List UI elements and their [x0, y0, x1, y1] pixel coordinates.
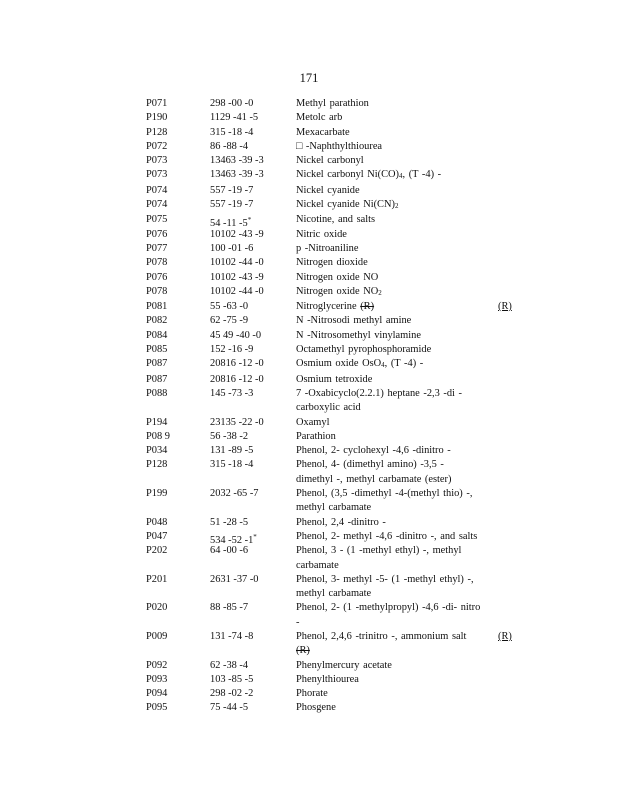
hazard-code: P072 — [146, 140, 168, 152]
cas-number: 13463 -39 -3 — [210, 169, 264, 181]
hazard-code: P128 — [146, 459, 168, 471]
chemical-name: Octamethyl pyrophosphoramide — [296, 344, 432, 356]
cas-number: 75 -44 -5 — [210, 702, 249, 714]
hazard-code: P202 — [146, 545, 168, 557]
cas-number: 62 -75 -9 — [210, 315, 249, 327]
chemical-name: Nitrogen oxide $NO_2$ — [296, 285, 382, 297]
struck-flag: (R) — [360, 301, 375, 313]
cas-number: 298 -02 -2 — [210, 688, 254, 700]
hazard-code: P074 — [146, 199, 168, 211]
hazard-code: P092 — [146, 659, 168, 671]
chemical-name: Methyl parathion — [296, 98, 369, 109]
chemical-name: Osmium tetroxide — [296, 373, 373, 385]
hazard-code: P095 — [146, 702, 168, 714]
hazard-code: P201 — [146, 573, 168, 585]
list-item — [146, 97, 526, 111]
cas-number: 1129 -41 -5 — [210, 112, 259, 124]
list-item — [146, 111, 526, 125]
list-item — [146, 213, 526, 230]
cas-number: 2032 -65 -7 — [210, 488, 259, 500]
list-item — [146, 487, 526, 516]
struck-flag: (R) — [296, 645, 310, 657]
cas-number: 315 -18 -4 — [210, 126, 254, 138]
cas-number: 54 -11 -5* — [210, 216, 252, 230]
cas-number: 88 -85 -7 — [210, 602, 249, 614]
list-item — [146, 198, 526, 213]
list-item — [146, 329, 526, 343]
cas-number: 45 49 -40 -0 — [210, 329, 262, 341]
list-item — [146, 228, 526, 242]
hazard-code: P073 — [146, 155, 168, 167]
cas-number: 62 -38 -4 — [210, 659, 249, 671]
cas-number: 13463 -39 -3 — [210, 155, 264, 167]
chemical-name: Nicotine, and salts — [296, 214, 376, 226]
chemical-name: □ -Naphthylthiourea — [296, 140, 383, 152]
chemical-name: N -Nitrosomethyl vinylamine — [296, 329, 421, 341]
chemical-name: Nitrogen dioxide — [296, 257, 368, 269]
chemical-name: Phenol, 3- methyl -5- (1 -methyl ethyl) -, methyl carbamate — [296, 573, 474, 600]
cas-number: 315 -18 -4 — [210, 459, 254, 471]
list-item — [146, 300, 526, 314]
list-item — [146, 184, 526, 198]
cas-number: 557 -19 -7 — [210, 184, 254, 196]
hazard-code: P047 — [146, 530, 168, 542]
cas-number: 100 -01 -6 — [210, 242, 254, 254]
cas-number: 10102 -43 -9 — [210, 271, 264, 283]
cas-number: 152 -16 -9 — [210, 344, 254, 356]
hazard-code: P085 — [146, 344, 168, 356]
cas-number: 557 -19 -7 — [210, 199, 254, 211]
chemical-name: Mexacarbate — [296, 126, 350, 138]
list-item — [146, 343, 526, 357]
hazard-code: P093 — [146, 673, 168, 685]
chemical-name: Nickel cyanide — [296, 184, 360, 196]
list-item — [146, 242, 526, 256]
chemical-name: Phenol, 2- methyl -4,6 -dinitro -, and salts — [296, 530, 478, 542]
chemical-name: Parathion — [296, 430, 336, 442]
chemical-name: Phenol, 2,4 -dinitro - — [296, 516, 386, 528]
cas-number: 64 -00 -6 — [210, 545, 249, 557]
hazard-code: P128 — [146, 126, 168, 138]
chemical-name: Phenol, 2,4,6 -trinitro -, ammonium salt (R) — [296, 630, 467, 657]
hazard-code: P087 — [146, 358, 168, 370]
cas-number: 131 -74 -8 — [210, 630, 254, 642]
chemical-name: 7 -Oxabicyclo(2.2.1) heptane -2,3 -di - carboxylic acid — [296, 387, 462, 414]
cas-number: 55 -63 -0 — [210, 301, 249, 313]
cas-number: 20816 -12 -0 — [210, 373, 264, 385]
chemical-name: N -Nitrosodi methyl amine — [296, 315, 412, 327]
list-item — [146, 544, 526, 573]
list-item — [146, 458, 526, 487]
hazard-code: P071 — [146, 98, 168, 109]
list-item — [146, 530, 526, 544]
list-item — [146, 701, 526, 715]
list-item — [146, 687, 526, 701]
list-item — [146, 373, 526, 387]
footnote-marker: * — [247, 216, 252, 225]
cas-number: 145 -73 -3 — [210, 387, 254, 399]
hazard-code: P075 — [146, 214, 168, 226]
chemical-name: Oxamyl — [296, 416, 330, 428]
cas-number: 10102 -43 -9 — [210, 228, 264, 240]
chemical-name: Metolc arb — [296, 112, 343, 124]
hazard-code: P088 — [146, 387, 168, 399]
hazard-code: P082 — [146, 315, 168, 327]
reactivity-flag: (R) — [498, 301, 512, 313]
list-item — [146, 573, 526, 602]
cas-number: 51 -28 -5 — [210, 516, 249, 528]
hazard-code: P076 — [146, 271, 168, 283]
footnote-marker: * — [253, 532, 257, 541]
reactivity-flag: (R) — [498, 630, 512, 642]
list-item — [146, 271, 526, 285]
cas-number: 23135 -22 -0 — [210, 416, 264, 428]
hazard-code: P020 — [146, 602, 168, 614]
chemical-name: Nickel cyanide $Ni(CN)_2$ — [296, 199, 399, 211]
list-item — [146, 314, 526, 328]
chemical-name: Phenol, 2- (1 -methylpropyl) -4,6 -di- nitro - — [296, 602, 481, 628]
page-number: 171 — [299, 71, 319, 85]
chemical-name: Phosgene — [296, 702, 336, 714]
chemical-name: Phenylthiourea — [296, 673, 359, 685]
list-item — [146, 168, 526, 183]
cas-number: 131 -89 -5 — [210, 445, 254, 457]
list-item — [146, 256, 526, 270]
chemical-name: Nickel carbonyl — [296, 155, 364, 167]
chemical-name: Phorate — [296, 688, 328, 700]
chemical-name: Phenol, 4- (dimethyl amino) -3,5 - dimethyl -, methyl carbamate (ester) — [296, 459, 452, 485]
list-item — [146, 673, 526, 687]
hazard-code: P074 — [146, 184, 168, 196]
hazard-code: P087 — [146, 373, 168, 385]
list-item — [146, 601, 526, 630]
hazard-code: P078 — [146, 257, 168, 269]
chemical-name: Osmium oxide OsO$_4$, (T -4) - — [296, 358, 424, 370]
list-item — [146, 444, 526, 458]
list-item — [146, 416, 526, 430]
chemical-name: Nitrogen oxide NO — [296, 271, 379, 283]
hazard-code: P08 9 — [146, 430, 170, 442]
chemical-name: Nitric oxide — [296, 228, 347, 240]
hazard-code: P084 — [146, 329, 168, 341]
list-item — [146, 387, 526, 416]
hazard-code: P048 — [146, 516, 168, 528]
chemical-name: Phenol, (3,5 -dimethyl -4-(methyl thio) -, methyl carbamate — [296, 488, 473, 514]
cas-number: 298 -00 -0 — [210, 98, 254, 109]
hazard-code: P034 — [146, 445, 168, 457]
chemical-list — [146, 97, 526, 716]
cas-number: 20816 -12 -0 — [210, 358, 264, 370]
hazard-code: P194 — [146, 416, 168, 428]
chemical-name: Nitroglycerine (R) — [296, 301, 375, 313]
hazard-code: P078 — [146, 285, 168, 297]
list-item — [146, 126, 526, 140]
list-item — [146, 516, 526, 530]
cas-number: 534 -52 -1* — [210, 532, 257, 546]
list-item — [146, 285, 526, 300]
list-item — [146, 430, 526, 444]
chemical-name: Phenol, 3 - (1 -methyl ethyl) -, methyl carbamate — [296, 545, 462, 571]
cas-number: 10102 -44 -0 — [210, 285, 264, 297]
list-item — [146, 357, 526, 372]
hazard-code: P094 — [146, 688, 168, 700]
hazard-code: P190 — [146, 112, 168, 124]
list-item — [146, 140, 526, 154]
hazard-code: P073 — [146, 169, 168, 181]
chemical-name: Nickel carbonyl $Ni(CO)_4$, (T -4) - — [296, 169, 442, 181]
list-item — [146, 154, 526, 168]
hazard-code: P076 — [146, 228, 168, 240]
hazard-code: P009 — [146, 630, 168, 642]
cas-number: 2631 -37 -0 — [210, 573, 259, 585]
cas-number: 56 -38 -2 — [210, 430, 249, 442]
list-item — [146, 630, 526, 659]
cas-number: 103 -85 -5 — [210, 673, 254, 685]
chemical-name: p -Nitroaniline — [296, 242, 359, 254]
hazard-code: P199 — [146, 488, 168, 500]
chemical-name: Phenol, 2- cyclohexyl -4,6 -dinitro - — [296, 445, 451, 457]
hazard-code: P081 — [146, 301, 168, 313]
cas-number: 86 -88 -4 — [210, 140, 249, 152]
chemical-name: Phenylmercury acetate — [296, 659, 392, 671]
hazard-code: P077 — [146, 242, 168, 254]
cas-number: 10102 -44 -0 — [210, 257, 264, 269]
list-item — [146, 659, 526, 673]
